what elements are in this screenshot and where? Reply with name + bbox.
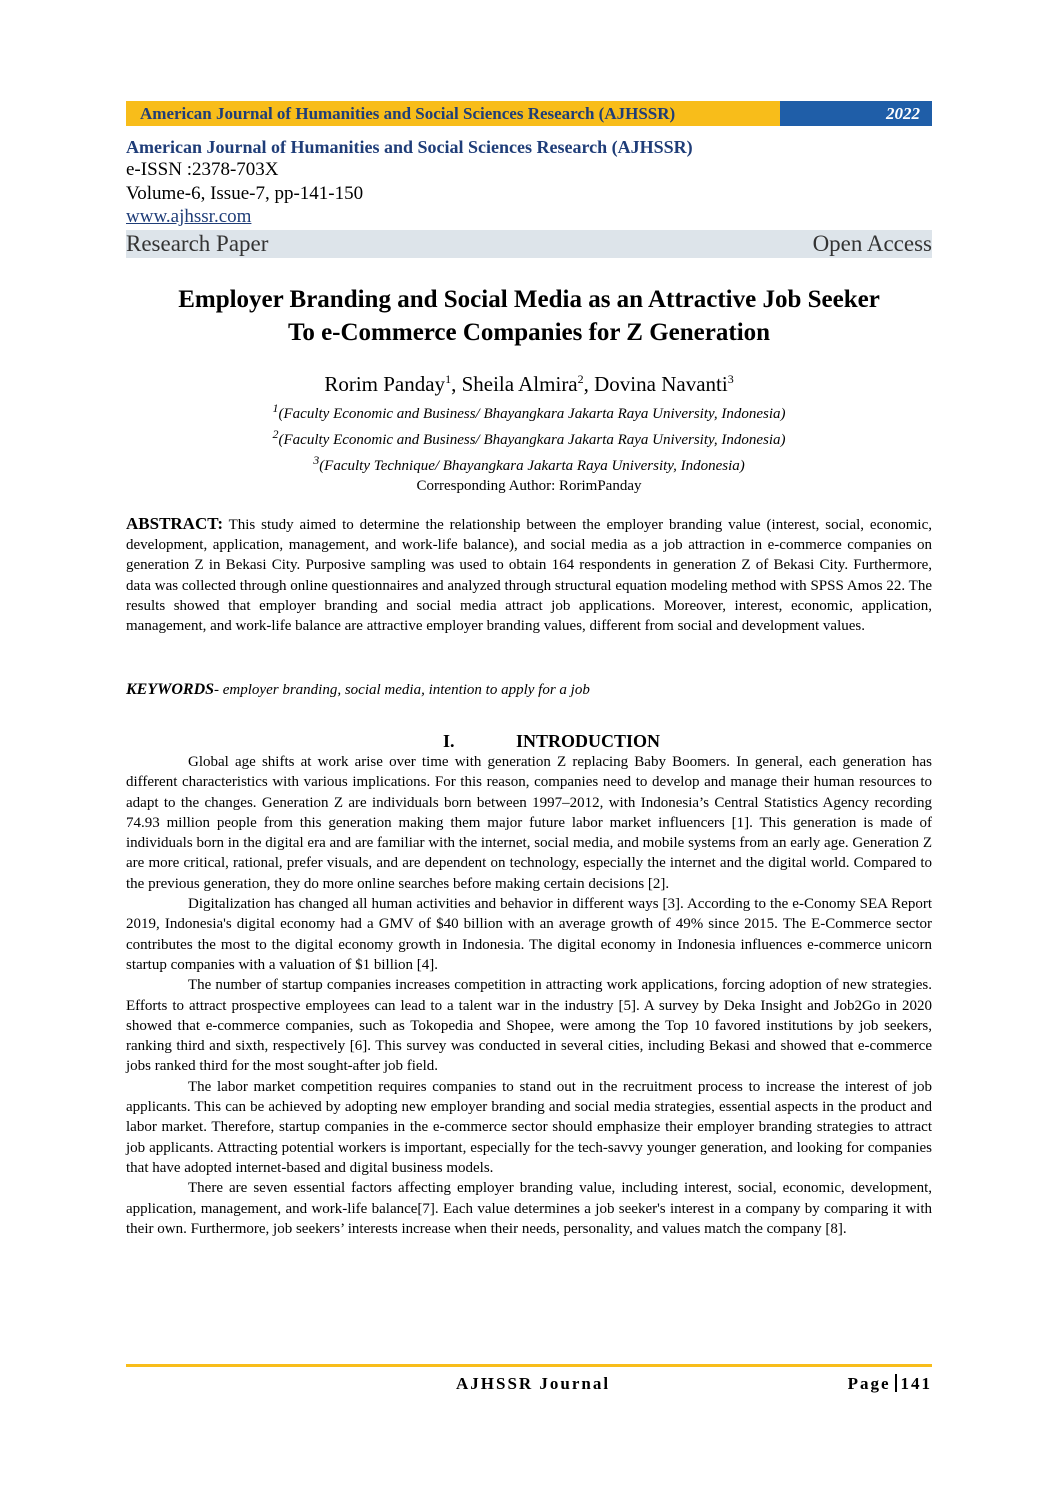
author-name: Sheila Almira — [461, 372, 578, 396]
journal-website-link[interactable]: www.ajhssr.com — [126, 206, 252, 227]
affiliation-sup: 1 — [272, 401, 279, 415]
header-band — [126, 101, 932, 126]
title-line-2: To e-Commerce Companies for Z Generation — [287, 319, 771, 346]
section-title: INTRODUCTION — [516, 731, 661, 751]
footer-page — [848, 1374, 932, 1394]
author-name: Rorim Panday — [324, 372, 446, 396]
affiliation-sup: 2 — [272, 427, 279, 441]
access-type: Open Access — [812, 231, 932, 256]
abstract-label: ABSTRACT: — [126, 514, 223, 533]
journal-info — [126, 136, 932, 258]
eissn: e-ISSN :2378-703X — [126, 159, 279, 180]
author-sep: , — [583, 372, 595, 396]
paragraph: The labor market competition requires companies to stand out in the recruitment process to increase the interest of job applicants. This can be achieved by adopting new employer branding and social media strategies, essential aspects in the product and labor market. Therefore, startup companies in the e-commerce sector should emphasize their employer branding strategies to attract job applicants. Attracting potential workers is important, especially for the tech-savvy younger generation, and looking for companies that have adopted internet-based and digital business models. — [126, 1078, 932, 1176]
paper-type-bar — [126, 230, 932, 258]
paragraph: Global age shifts at work arise over time with generation Z replacing Baby Boomers. In general, each generation has different characteristics with various implications. For this reason, companies need to develop and manage their human resources to adapt to the changes. Generation Z are individuals born between 1997–2012, with Indonesia’s Central Statistics Agency recording 74.93 million people from this generation making them major future labor market influencers [1]. This generation is made of individuals born in the digital era and are familiar with the internet, social media, and mobile systems from an early age. Generation Z are more critical, rational, prefer visuals, and are dependent on technology, especially the internet and the digital world. Compared to the previous generation, they do more online searches before making certain decisions [2]. — [126, 754, 932, 892]
author-sup: 1 — [445, 372, 452, 386]
affiliation-text: (Faculty Technique/ Bhayangkara Jakarta Raya University, Indonesia) — [319, 458, 745, 474]
affiliation-sup: 3 — [313, 453, 320, 467]
authors — [126, 366, 932, 397]
affiliation-text: (Faculty Economic and Business/ Bhayangkara Jakarta Raya University, Indonesia) — [278, 406, 786, 422]
keywords-text: - employer branding, social media, intention to apply for a job — [214, 682, 590, 698]
page-separator — [895, 1374, 897, 1392]
paragraph: Digitalization has changed all human activities and behavior in different ways [3]. According to the e-Conomy SEA Report 2019, Indonesia's digital economy had a GMV of $40 billion with an average growth of 49% since 2015. The E-Commerce sector contributes the most to the digital economy growth in Indonesia. The digital economy in Indonesia influences e-commerce unicorn startup companies with a valuation of $1 billion [4]. — [126, 896, 932, 973]
footer-journal: AJHSSR Journal — [456, 1374, 611, 1393]
paper-title — [126, 283, 932, 349]
journal-name: American Journal of Humanities and Social Sciences Research (AJHSSR) — [126, 137, 693, 157]
section-number: I. — [443, 731, 455, 751]
affiliation-3 — [126, 450, 932, 476]
paragraph: There are seven essential factors affecting employer branding value, including interest, social, economic, development, application, management, and work-life balance[7]. Each value determines a job seeker's interest in a company by comparing it with their own. Furthermore, job seekers’ interests increase when their needs, personality, and values match the company [8]. — [126, 1180, 932, 1237]
paper-type: Research Paper — [126, 231, 269, 256]
author-sep: , — [451, 372, 462, 396]
keywords-label: KEYWORDS — [126, 681, 215, 698]
affiliation-text: (Faculty Economic and Business/ Bhayangkara Jakarta Raya University, Indonesia) — [278, 432, 786, 448]
page-number: 141 — [900, 1374, 932, 1393]
volume-issue: Volume-6, Issue-7, pp-141-150 — [126, 183, 364, 204]
header-journal-name: American Journal of Humanities and Social Sciences Research (AJHSSR) — [126, 101, 780, 126]
affiliation-2 — [126, 424, 932, 450]
author-sup: 2 — [577, 372, 584, 386]
abstract-text: This study aimed to determine the relationship between the employer branding value (interest, social, economic, development, application, management, and work-life balance), and social media as a job attraction in e-commerce companies on generation Z in Bekasi City. Purposive sampling was used to obtain 164 respondents in generation Z of Bekasi City. Furthermore, data was collected through online questionnaires and analyzed through structural equation modeling method with SPSS Amos 22. The results showed that employer branding and social media attract job applications. Moreover, interest, economic, application, management, and work-life balance are attractive employer branding values, different from social and development values. — [126, 517, 932, 635]
page-footer — [126, 1374, 932, 1396]
header-year: 2022 — [780, 101, 932, 126]
affiliation-1 — [126, 398, 932, 424]
abstract — [126, 514, 932, 636]
page-label: Page — [847, 1374, 891, 1393]
author-name: Dovina Navanti — [594, 372, 728, 396]
affiliations — [126, 398, 932, 496]
footer-divider — [126, 1364, 932, 1367]
keywords — [126, 681, 932, 699]
author-sup: 3 — [727, 372, 734, 386]
paragraph: The number of startup companies increases competition in attracting work applications, forcing adoption of new strategies. Efforts to attract prospective employees can lead to a talent war in the industry [5]. A survey by Deka Insight and Job2Go in 2020 showed that e-commerce companies, such as Tokopedia and Shopee, were among the Top 10 favored institutions by job seekers, ranking third and sixth, respectively [6]. This survey was conducted in several cities, including Bekasi and showed that e-commerce jobs ranked third for the most sought-after job field. — [126, 977, 932, 1075]
title-line-1: Employer Branding and Social Media as an Attractive Job Seeker — [178, 286, 880, 313]
body-text — [126, 752, 932, 1239]
corresponding-author: Corresponding Author: RorimPanday — [416, 478, 642, 494]
